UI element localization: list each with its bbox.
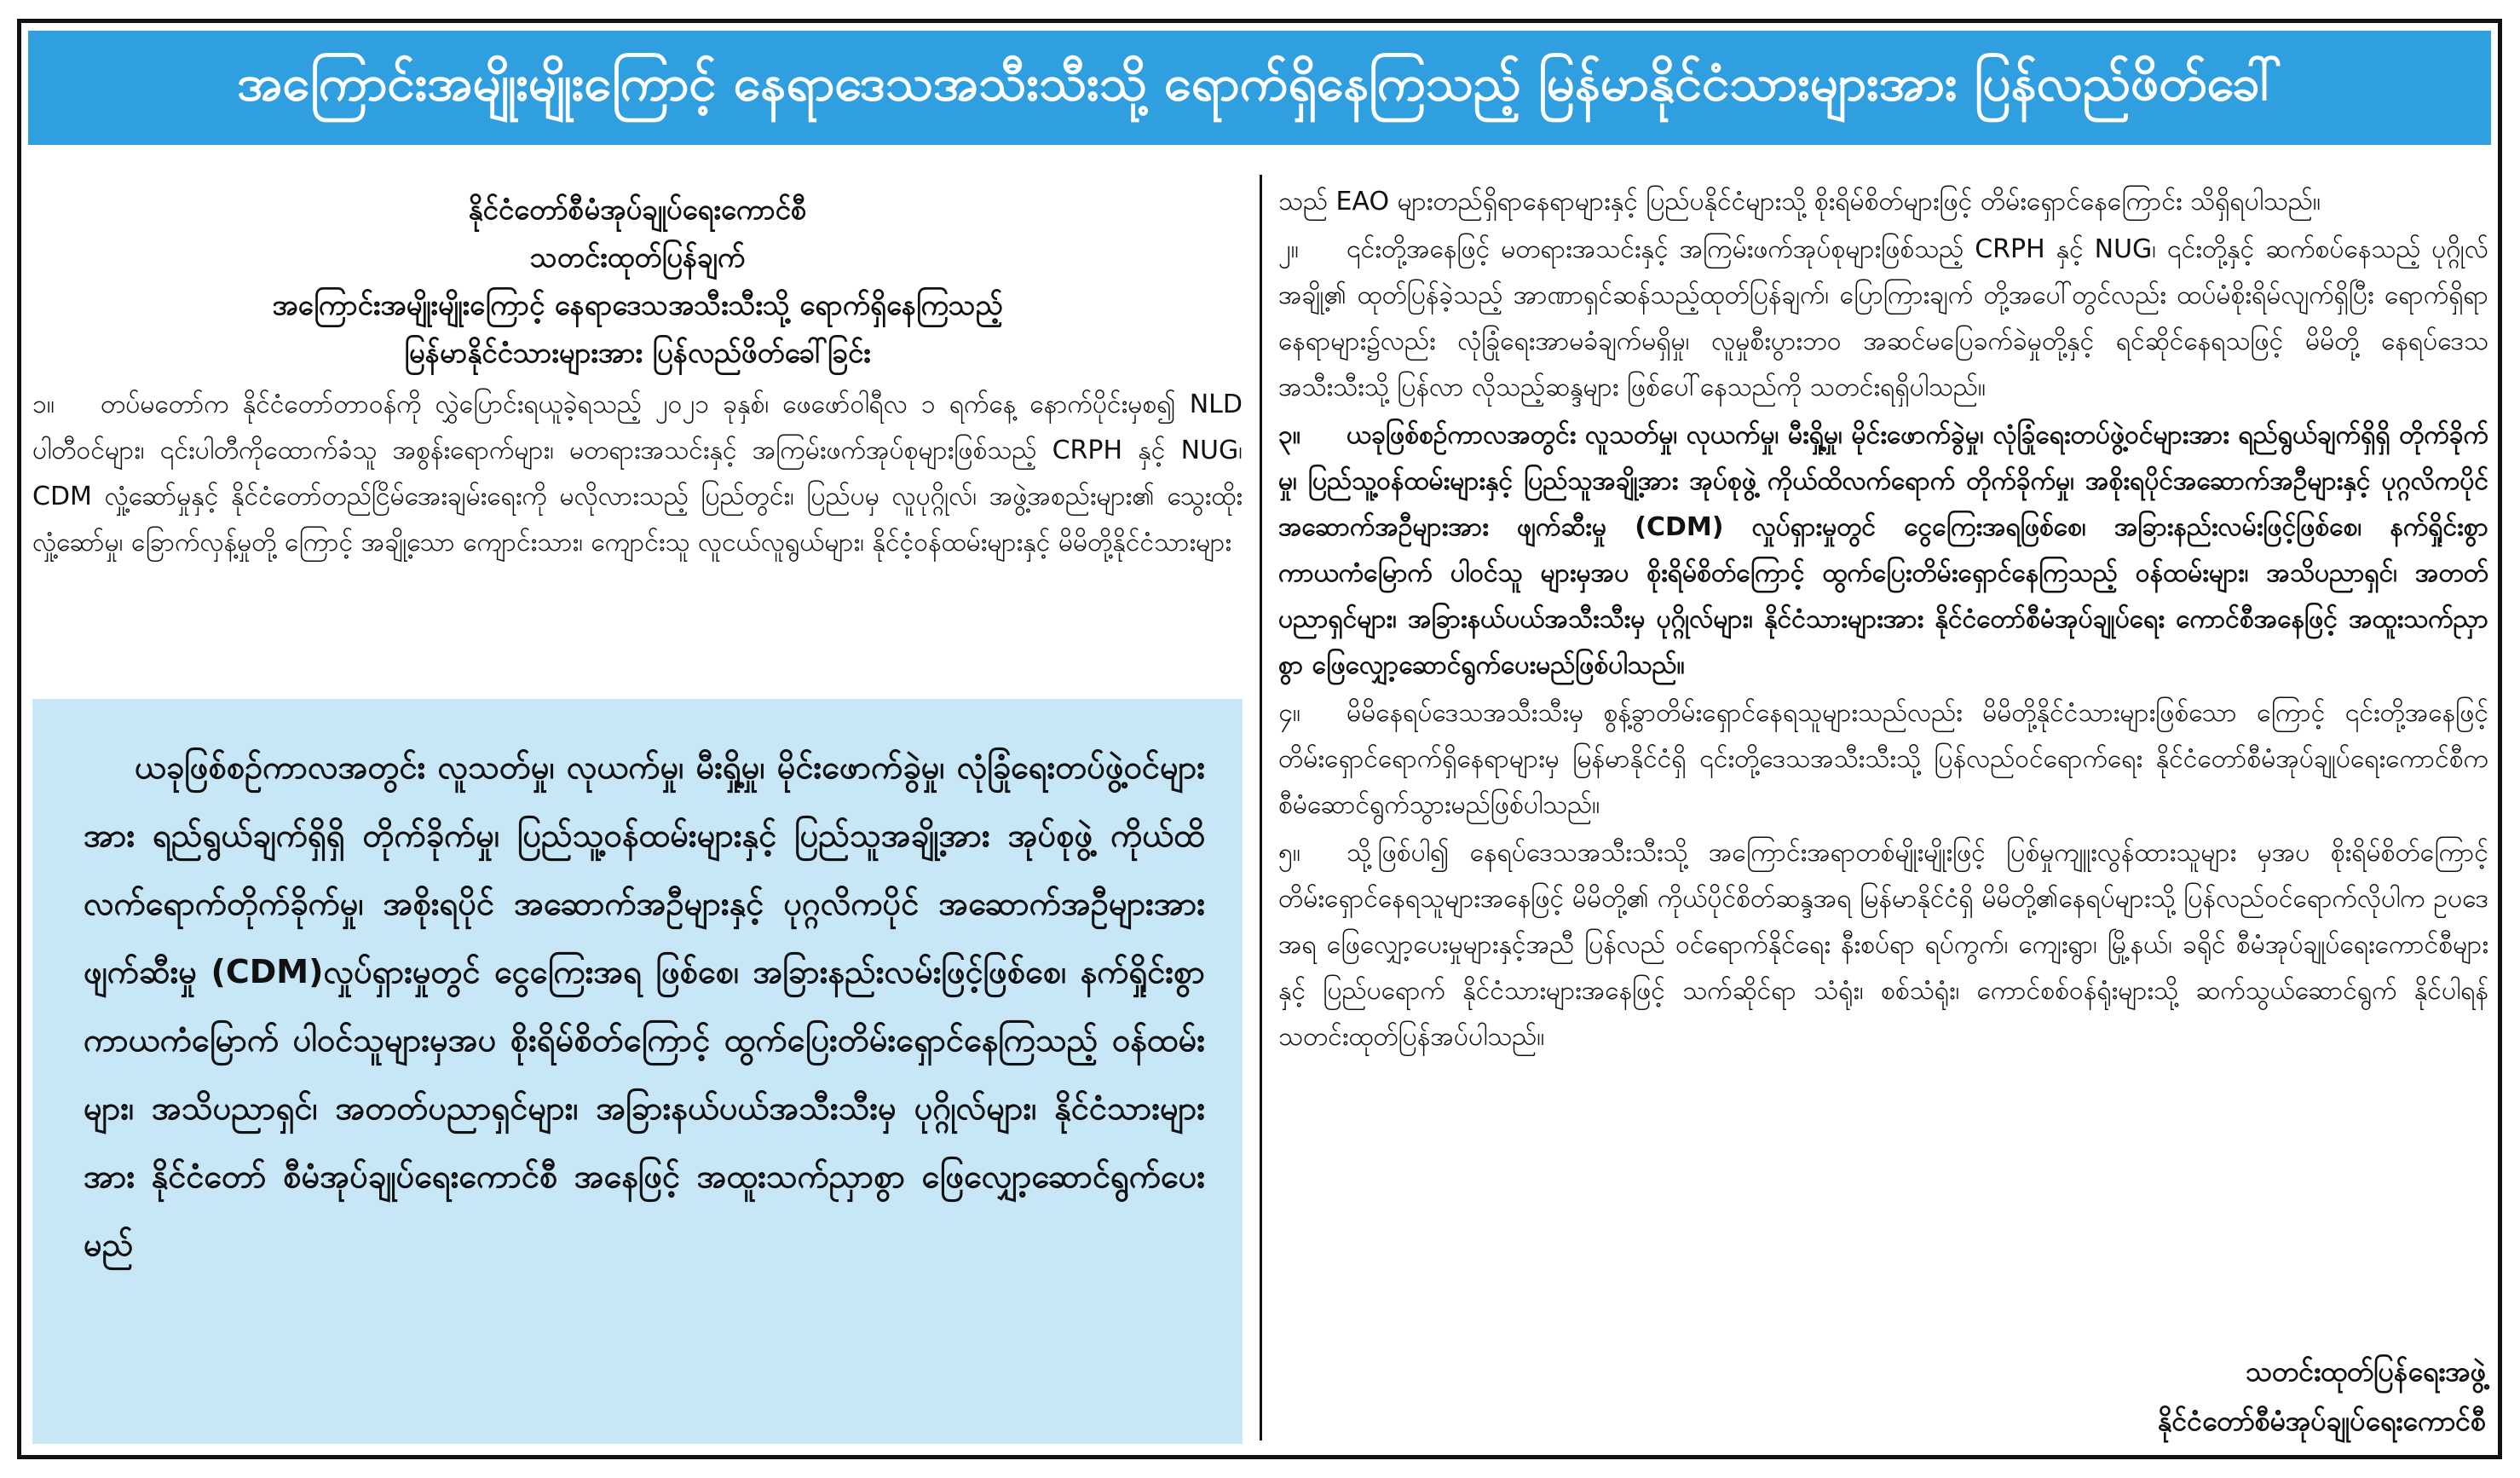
paragraph-3-number: ၃။ — [1278, 420, 1300, 450]
heading-press-release: သတင်းထုတ်ပြန်ချက် — [529, 240, 746, 274]
paragraph-3 — [1278, 413, 2488, 689]
paragraph-2-number: ၂။ — [1278, 234, 1299, 264]
highlight-box — [32, 699, 1243, 1444]
right-column — [1278, 179, 2488, 1062]
column-divider — [1260, 175, 1262, 1440]
heading-subject-line1: အကြောင်းအမျိုးမျိုးကြောင့် နေရာဒေသအသီးသီးသို့ ရောက်ရှိနေကြသည့် — [272, 288, 1003, 321]
paragraph-4 — [1278, 690, 2488, 828]
paragraph-continuation: သည် EAO များတည်ရှိရာနေရာများနှင့် ပြည်ပနိုင်ငံများသို့ စိုးရိမ်စိတ်များဖြင့် တိမ်းရှောင်နေကြောင်း သိရှိရပါသည်။ — [1278, 187, 2321, 217]
paragraph-5-number: ၅။ — [1278, 838, 1300, 868]
paragraph-4-number: ၄။ — [1278, 698, 1300, 728]
paragraph-1 — [32, 382, 1243, 646]
paragraph-3-text: ယခုဖြစ်စဉ်ကာလအတွင်း လူသတ်မှု၊ လုယက်မှု၊ မီးရှို့မှု၊ မိုင်းဖောက်ခွဲမှု၊ လုံခြုံရေးတပ်ဖွဲ့ဝင်များအား ရည်ရွယ်ချက်ရှိရှိ တိုက်ခိုက်မှု၊ ပြည်သူ့ဝန်ထမ်းများနှင့် ပြည်သူအချို့အား အုပ်စုဖွဲ့ ကိုယ်ထိလက်ရောက် တိုက်ခိုက်မှု၊ အစိုးရပိုင်အဆောက်အဦများနှင့် ပုဂ္ဂလိကပိုင် အဆောက်အဦများအား ဖျက်ဆီးမှု (CDM) လှုပ်ရှားမှုတွင် ငွေကြေးအရဖြစ်စေ၊ အခြားနည်းလမ်းဖြင့်ဖြစ်စေ၊ နက်ရှိုင်းစွာ ကာယကံမြောက် ပါဝင်သူ များမှအပ စိုးရိမ်စိတ်ကြောင့် ထွက်ပြေးတိမ်းရှောင်နေကြသည့် ဝန်ထမ်းများ၊ အသိပညာရှင်၊ အတတ် ပညာရှင်များ၊ အခြားနယ်ပယ်အသီးသီးမှ ပုဂ္ဂိုလ်များ၊ နိုင်ငံသားများအား နိုင်ငံတော်စီမံအုပ်ချုပ်ရေး ကောင်စီအနေဖြင့် အထူးသက်ညှာစွာ ဖြေလျှော့ဆောင်ရွက်ပေးမည်ဖြစ်ပါသည်။ — [1278, 420, 2488, 680]
page-title: အကြောင်းအမျိုးမျိုးကြောင့် နေရာဒေသအသီးသီးသို့ ရောက်ရှိနေကြသည့် မြန်မာနိုင်ငံသားများအား ပြန်လည်ဖိတ်ခေါ် — [237, 53, 2282, 112]
signature-line-1: သတင်းထုတ်ပြန်ရေးအဖွဲ့ — [2246, 1355, 2486, 1388]
signature-block — [2158, 1347, 2486, 1446]
paragraph-2 — [1278, 227, 2488, 411]
paragraph-1-text: တပ်မတော်က နိုင်ငံတော်တာဝန်ကို လွှဲပြောင်းရယူခဲ့ရသည့် ၂၀၂၁ ခုနှစ်၊ ဖေဖော်ဝါရီလ ၁ ရက်နေ့ နောက်ပိုင်းမှစ၍ NLD ပါတီဝင်များ၊ ၎င်းပါတီကိုထောက်ခံသူ အစွန်းရောက်များ၊ မတရားအသင်းနှင့် အကြမ်းဖက်အုပ်စုများဖြစ်သည့် CRPH နှင့် NUG၊ CDM လှုံ့ဆော်မှုနှင့် နိုင်ငံတော်တည်ငြိမ်အေးချမ်းရေးကို မလိုလားသည့် ပြည်တွင်း၊ ပြည်ပမှ လူပုဂ္ဂိုလ်၊ အဖွဲ့အစည်းများ၏ သွေးထိုးလှုံ့ဆော်မှု၊ ခြောက်လှန့်မှုတို့ ကြောင့် အချို့သော ကျောင်းသား၊ ကျောင်းသူ လူငယ်လူရွယ်များ၊ နိုင်ငံ့ဝန်ထမ်းများနှင့် မိမိတို့နိုင်ငံသားများ — [32, 390, 1243, 557]
signature-line-2: နိုင်ငံတော်စီမံအုပ်ချုပ်ရေးကောင်စီ — [2158, 1405, 2486, 1437]
highlight-quote: ယခုဖြစ်စဉ်ကာလအတွင်း လူသတ်မှု၊ လုယက်မှု၊ မီးရှို့မှု၊ မိုင်းဖောက်ခွဲမှု၊ လုံခြုံရေးတပ်ဖွဲ့ဝင်များအား ရည်ရွယ်ချက်ရှိရှိ တိုက်ခိုက်မှု၊ ပြည်သူ့ဝန်ထမ်းများနှင့် ပြည်သူအချို့အား အုပ်စုဖွဲ့ ကိုယ်ထိလက်ရောက်တိုက်ခိုက်မှု၊ အစိုးရပိုင် အဆောက်အဦများနှင့် ပုဂ္ဂလိကပိုင် အဆောက်အဦများအား ဖျက်ဆီးမှု (CDM)လှုပ်ရှားမှုတွင် ငွေကြေးအရ ဖြစ်စေ၊ အခြားနည်းလမ်းဖြင့်ဖြစ်စေ၊ နက်ရှိုင်းစွာ ကာယကံမြောက် ပါဝင်သူများမှအပ စိုးရိမ်စိတ်ကြောင့် ထွက်ပြေးတိမ်းရှောင်နေကြသည့် ဝန်ထမ်းများ၊ အသိပညာရှင်၊ အတတ်ပညာရှင်များ၊ အခြားနယ်ပယ်အသီးသီးမှ ပုဂ္ဂိုလ်များ၊ နိုင်ငံသားများအား နိုင်ငံတော် စီမံအုပ်ချုပ်ရေးကောင်စီ အနေဖြင့် အထူးသက်ညှာစွာ ဖြေလျှော့ဆောင်ရွက်ပေးမည် — [84, 748, 1205, 1263]
heading-council: နိုင်ငံတော်စီမံအုပ်ချုပ်ရေးကောင်စီ — [468, 193, 807, 226]
paragraph-5 — [1278, 830, 2488, 1060]
paragraph-4-text: မိမိနေရပ်ဒေသအသီးသီးမှ စွန့်ခွာတိမ်းရှောင်နေရသူများသည်လည်း မိမိတို့နိုင်ငံသားများဖြစ်သော ကြောင့် ၎င်းတို့အနေဖြင့် တိမ်းရှောင်ရောက်ရှိနေရာများမှ မြန်မာနိုင်ငံရှိ ၎င်းတို့ဒေသအသီးသီးသို့ ပြန်လည်ဝင်ရောက်ရေး နိုင်ငံတော်စီမံအုပ်ချုပ်ရေးကောင်စီက စီမံဆောင်ရွက်သွားမည်ဖြစ်ပါသည်။ — [1278, 698, 2488, 820]
page-title-banner — [28, 31, 2491, 145]
paragraph-1-number: ၁။ — [32, 390, 55, 419]
paragraph-2-text: ၎င်းတို့အနေဖြင့် မတရားအသင်းနှင့် အကြမ်းဖက်အုပ်စုများဖြစ်သည့် CRPH နှင့် NUG၊ ၎င်းတို့နှင့် ဆက်စပ်နေသည့် ပုဂ္ဂိုလ်အချို့၏ ထုတ်ပြန်ခဲ့သည့် အာဏာရှင်ဆန်သည့်ထုတ်ပြန်ချက်၊ ပြောကြားချက် တို့အပေါ်တွင်လည်း ထပ်မံစိုးရိမ်လျက်ရှိပြီး ရောက်ရှိရာနေရာများ၌လည်း လုံခြုံရေးအာမခံချက်မရှိမှု၊ လူမှုစီးပွားဘဝ အဆင်မပြေခက်ခဲမှုတို့နှင့် ရင်ဆိုင်နေရသဖြင့် မိမိတို့ နေရပ်ဒေသအသီးသီးသို့ ပြန်လာ လိုသည့်ဆန္ဒများ ဖြစ်ပေါ်နေသည်ကို သတင်းရရှိပါသည်။ — [1278, 234, 2488, 402]
heading-subject-line2: မြန်မာနိုင်ငံသားများအား ပြန်လည်ဖိတ်ခေါ်ခြင်း — [404, 336, 871, 369]
left-column — [32, 186, 1243, 646]
paragraph-5-text: သို့ဖြစ်ပါ၍ နေရပ်ဒေသအသီးသီးသို့ အကြောင်းအရာတစ်မျိုးမျိုးဖြင့် ပြစ်မှုကျူးလွန်ထားသူများ မှအပ စိုးရိမ်စိတ်ကြောင့် တိမ်းရှောင်နေရသူများအနေဖြင့် မိမိတို့၏ ကိုယ်ပိုင်စိတ်ဆန္ဒအရ မြန်မာနိုင်ငံရှိ မိမိတို့၏နေရပ်များသို့ ပြန်လည်ဝင်ရောက်လိုပါက ဥပဒေအရ ဖြေလျှော့ပေးမှုများနှင့်အညီ ပြန်လည် ဝင်ရောက်နိုင်ရေး နီးစပ်ရာ ရပ်ကွက်၊ ကျေးရွာ၊ မြို့နယ်၊ ခရိုင် စီမံအုပ်ချုပ်ရေးကောင်စီများနှင့် ပြည်ပရောက် နိုင်ငံသားများအနေဖြင့် သက်ဆိုင်ရာ သံရုံး၊ စစ်သံရုံး၊ ကောင်စစ်ဝန်ရုံးများသို့ ဆက်သွယ်ဆောင်ရွက် နိုင်ပါရန် သတင်းထုတ်ပြန်အပ်ပါသည်။ — [1278, 838, 2488, 1052]
